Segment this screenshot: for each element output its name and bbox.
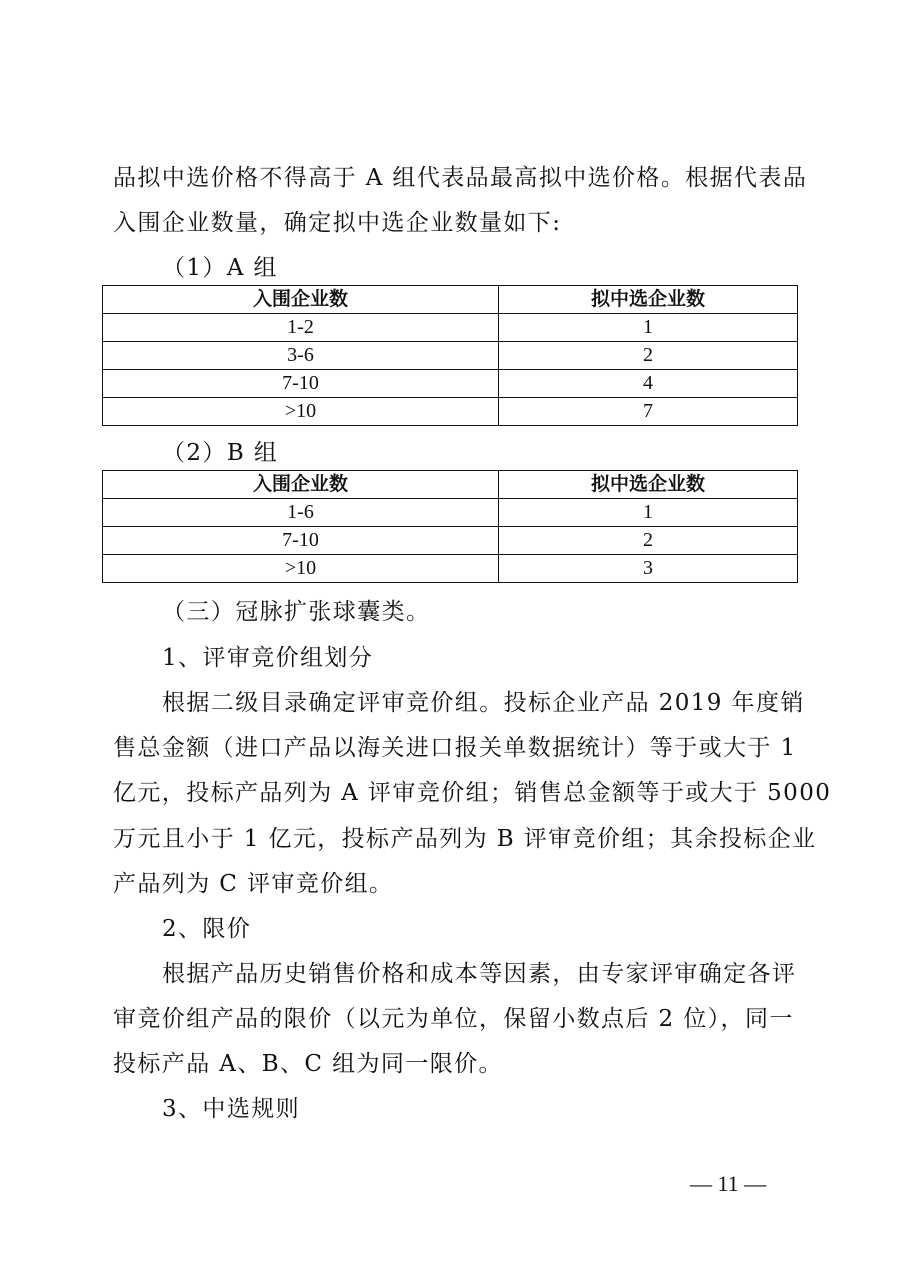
item-heading: 2、限价	[162, 916, 252, 942]
table-cell: 3	[499, 555, 798, 583]
table-row	[103, 398, 798, 426]
paragraph-line: 投标产品 A、B、C 组为同一限价。	[113, 1051, 503, 1077]
section-heading: （三）冠脉扩张球囊类。	[162, 599, 431, 625]
paragraph-line: 根据二级目录确定评审竞价组。投标企业产品 2019 年度销	[162, 690, 805, 716]
table-cell: 7-10	[103, 370, 499, 398]
group-b-label: （2）B 组	[162, 440, 279, 466]
table-row	[103, 314, 798, 342]
table-cell: 1-2	[103, 314, 499, 342]
table-row	[103, 342, 798, 370]
table-cell: >10	[103, 555, 499, 583]
table-cell: 2	[499, 527, 798, 555]
header-cell-selected: 拟中选企业数	[499, 471, 798, 499]
table-cell: 1-6	[103, 499, 499, 527]
table-group-a	[102, 285, 798, 426]
paragraph-line: 售总金额（进口产品以海关进口报关单数据统计）等于或大于 1	[113, 735, 797, 761]
page-number: — 11 —	[690, 1171, 767, 1196]
table-cell: 7-10	[103, 527, 499, 555]
table-cell: >10	[103, 398, 499, 426]
paragraph-line: 根据产品历史销售价格和成本等因素，由专家评审确定各评	[162, 961, 797, 987]
header-cell-entrants: 入围企业数	[103, 471, 499, 499]
header-cell-selected: 拟中选企业数	[499, 286, 798, 314]
table-row	[103, 499, 798, 527]
table-header-row	[103, 286, 798, 314]
table-header-row	[103, 471, 798, 499]
group-a-label: （1）A 组	[162, 255, 278, 281]
paragraph-line: 亿元，投标产品列为 A 评审竞价组；销售总金额等于或大于 5000	[113, 780, 832, 806]
paragraph-line: 审竞价组产品的限价（以元为单位，保留小数点后 2 位），同一	[113, 1006, 794, 1032]
item-heading: 3、中选规则	[162, 1096, 301, 1122]
table-row	[103, 555, 798, 583]
table-cell: 1	[499, 499, 798, 527]
header-cell-entrants: 入围企业数	[103, 286, 499, 314]
table-row	[103, 370, 798, 398]
table-group-b	[102, 470, 798, 583]
table-cell: 3-6	[103, 342, 499, 370]
paragraph-line: 产品列为 C 评审竞价组。	[113, 871, 394, 897]
table-cell: 1	[499, 314, 798, 342]
table-cell: 7	[499, 398, 798, 426]
table-cell: 4	[499, 370, 798, 398]
table-row	[103, 527, 798, 555]
paragraph-line: 品拟中选价格不得高于 A 组代表品最高拟中选价格。根据代表品	[113, 165, 808, 191]
item-heading: 1、评审竞价组划分	[162, 645, 374, 671]
paragraph-line: 入围企业数量，确定拟中选企业数量如下:	[113, 210, 562, 236]
table-cell: 2	[499, 342, 798, 370]
paragraph-line: 万元且小于 1 亿元，投标产品列为 B 评审竞价组；其余投标企业	[113, 826, 817, 852]
